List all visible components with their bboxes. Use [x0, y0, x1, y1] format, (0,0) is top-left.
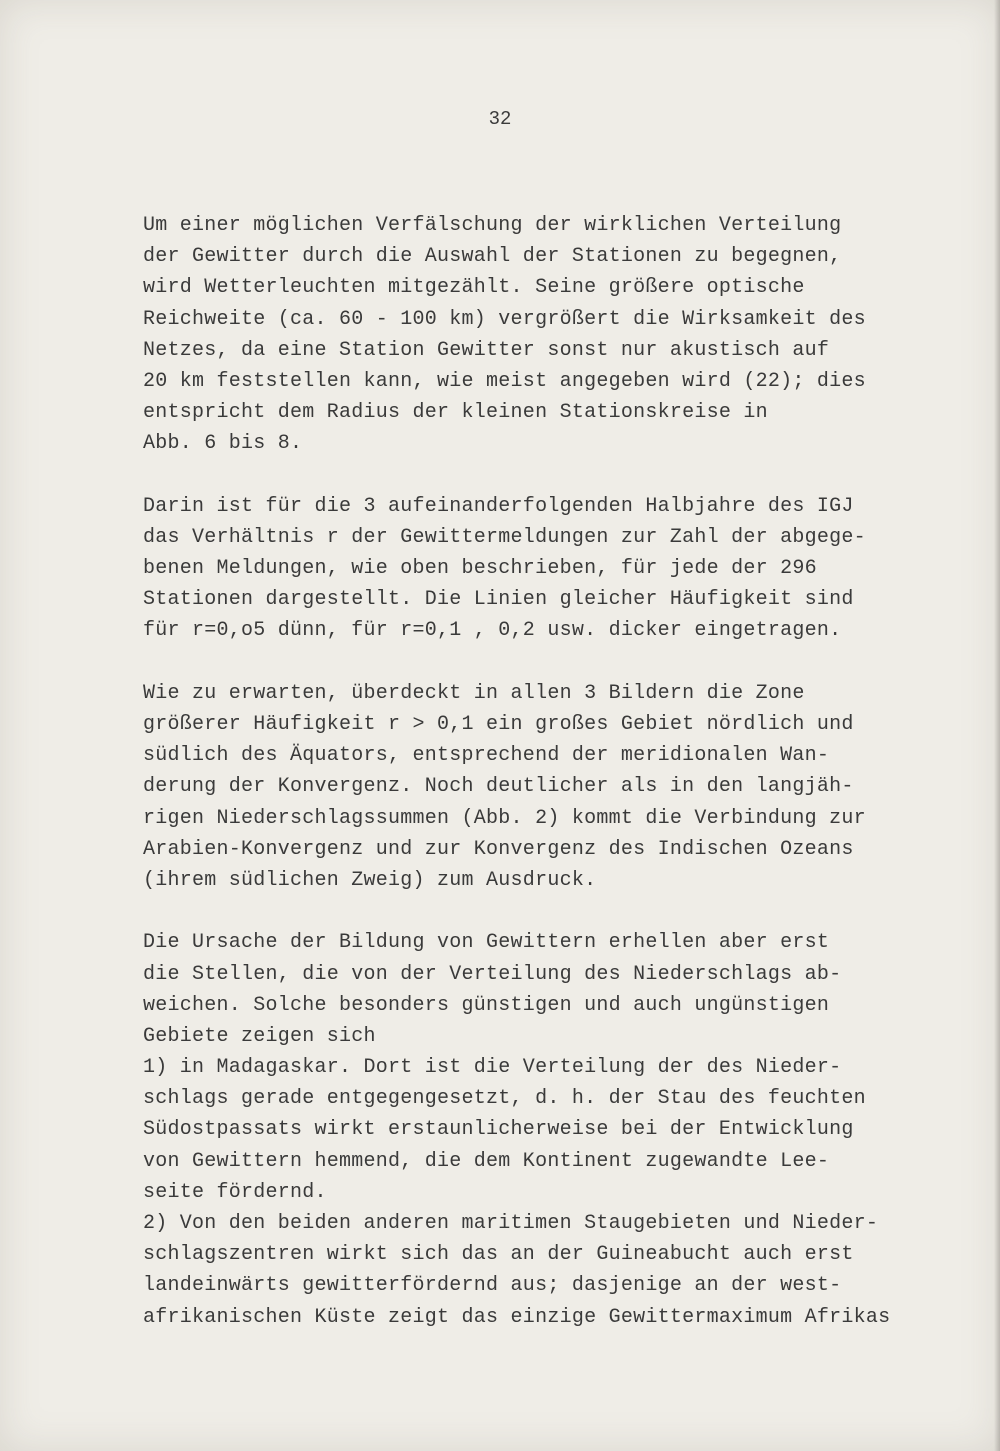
- text-line: entspricht dem Radius der kleinen Stationskreise in: [143, 401, 768, 425]
- text-line: Die Ursache der Bildung von Gewittern erhellen aber erst: [143, 931, 830, 955]
- text-line: Reichweite (ca. 60 - 100 km) vergrößert die Wirksamkeit des: [143, 307, 866, 331]
- text-line: weichen. Solche besonders günstigen und auch ungünstigen: [143, 993, 830, 1017]
- text-line: Stationen dargestellt. Die Linien gleicher Häufigkeit sind: [143, 588, 854, 612]
- text-line: Wie zu erwarten, überdeckt in allen 3 Bildern die Zone: [143, 681, 805, 705]
- text-line: schlags gerade entgegengesetzt, d. h. der Stau des feuchten: [143, 1087, 866, 1111]
- text-line: schlagszentren wirkt sich das an der Guineabucht auch erst: [143, 1243, 854, 1267]
- list-item-line: 2) Von den beiden anderen maritimen Staugebieten und Nieder-: [143, 1212, 879, 1235]
- paragraph-spacer: [143, 896, 943, 927]
- text-line: benen Meldungen, wie oben beschrieben, für jede der 296: [143, 557, 817, 581]
- text-line: das Verhältnis r der Gewittermeldungen zur Zahl der abgege-: [143, 525, 866, 549]
- text-line: für r=0,o5 dünn, für r=0,1 , 0,2 usw. dicker eingetragen.: [143, 619, 842, 643]
- text-line: wird Wetterleuchten mitgezählt. Seine größere optische: [143, 276, 805, 300]
- text-line: südlich des Äquators, entsprechend der meridionalen Wan-: [143, 744, 830, 768]
- text-line: 20 km feststellen kann, wie meist angegeben wird (22); dies: [143, 369, 866, 393]
- paragraph-3: [143, 678, 943, 896]
- page-edge-shadow: [994, 0, 1000, 1451]
- paragraph-2: [143, 491, 943, 647]
- text-line: afrikanischen Küste zeigt das einzige Gewittermaximum Afrikas: [143, 1305, 891, 1329]
- page-number: 32: [488, 108, 512, 130]
- page-body: [143, 210, 943, 1333]
- text-line: derung der Konvergenz. Noch deutlicher als in den langjäh-: [143, 775, 854, 799]
- paragraph-4: [143, 927, 943, 1332]
- text-line: Netzes, da eine Station Gewitter sonst nur akustisch auf: [143, 338, 830, 362]
- text-line: rigen Niederschlagssummen (Abb. 2) kommt die Verbindung zur: [143, 806, 866, 830]
- text-line: der Gewitter durch die Auswahl der Stationen zu begegnen,: [143, 245, 842, 269]
- paragraph-1: [143, 210, 943, 460]
- list-item-line: 1) in Madagaskar. Dort ist die Verteilung der des Nieder-: [143, 1056, 842, 1080]
- paragraph-spacer: [143, 460, 943, 491]
- text-line: die Stellen, die von der Verteilung des Niederschlags ab-: [143, 962, 842, 986]
- text-line: Südostpassats wirkt erstaunlicherweise bei der Entwicklung: [143, 1118, 854, 1142]
- text-line: Um einer möglichen Verfälschung der wirklichen Verteilung: [143, 214, 842, 237]
- text-line: größerer Häufigkeit r > 0,1 ein großes Gebiet nördlich und: [143, 713, 854, 736]
- text-line: landeinwärts gewitterfördernd aus; dasjenige an der west-: [143, 1274, 842, 1298]
- paragraph-spacer: [143, 647, 943, 678]
- text-line: Abb. 6 bis 8.: [143, 432, 303, 456]
- text-line: Arabien-Konvergenz und zur Konvergenz des Indischen Ozeans: [143, 837, 854, 861]
- text-line: Gebiete zeigen sich: [143, 1024, 376, 1048]
- text-line: seite fördernd.: [143, 1180, 327, 1204]
- text-line: von Gewittern hemmend, die dem Kontinent zugewandte Lee-: [143, 1149, 830, 1173]
- text-line: (ihrem südlichen Zweig) zum Ausdruck.: [143, 868, 597, 892]
- text-line: Darin ist für die 3 aufeinanderfolgenden Halbjahre des IGJ: [143, 494, 854, 518]
